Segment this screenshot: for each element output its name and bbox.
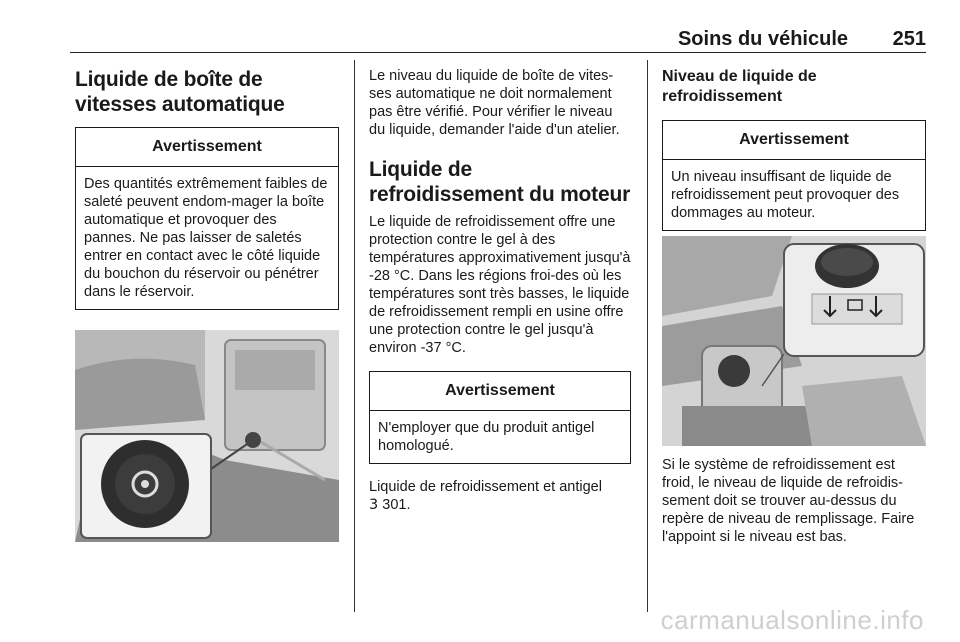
page-number: 251 <box>892 28 926 50</box>
warning-title: Avertissement <box>76 128 338 167</box>
photo-transmission-cap <box>75 330 339 542</box>
heading-coolant-level: Niveau de liquide de refroidissement <box>662 68 817 105</box>
page-ref-icon: 3 <box>369 497 379 513</box>
column-divider-2 <box>647 60 648 612</box>
heading-transmission-fluid: Liquide de boîte de vitesses automatique <box>75 68 285 116</box>
reference-label: Liquide de refroidissement et antigel <box>369 479 602 495</box>
heading-engine-coolant: Liquide de refroidissement du moteur <box>369 158 631 206</box>
transmission-level-text: Le niveau du liquide de boîte de vites-ses automatique ne doit normalement pas être vérifié. Pour vérifier le niveau du liquide, demander l'aide d'un atelier. <box>369 68 620 138</box>
warning-box-coolant-level <box>662 120 926 231</box>
photo-coolant-reservoir <box>662 236 926 446</box>
warning-title: Avertissement <box>370 372 630 411</box>
column-3-lower <box>662 456 926 546</box>
coolant-reservoir-illustration <box>662 236 926 446</box>
section-title: Soins du véhicule <box>677 28 848 50</box>
coolant-protection-text: Le liquide de refroidissement offre une protection contre le gel à des températures approximativement jusqu'à -28 °C. Dans les régions froi-des où les températures sont très basses, le liquide de refroidissement rempli en usine offre une protection contre le gel jusqu'à environ -37 °C. <box>369 214 631 356</box>
warning-box-transmission <box>75 127 339 310</box>
column-2 <box>369 58 631 514</box>
page-header <box>70 26 926 53</box>
watermark: carmanualsonline.info <box>660 605 924 635</box>
warning-text: N'employer que du produit antigel homologué. <box>378 420 595 454</box>
warning-box-antifreeze <box>369 371 631 464</box>
column-divider-1 <box>354 60 355 612</box>
column-3 <box>662 58 926 231</box>
engine-bay-illustration <box>75 330 339 542</box>
coolant-level-instructions: Si le système de refroidissement est froid, le niveau de liquide de refroidis-sement doit se trouver au-dessus du repère de niveau de remplissage. Faire l'appoint si le niveau est bas. <box>662 457 915 545</box>
warning-text: Des quantités extrêmement faibles de saleté peuvent endom-mager la boîte automatique et provoquer des pannes. Ne pas laisser de saletés entrer en contact avec le côté liquide du bouchon du réservoir ou pénétrer dans le réservoir. <box>84 176 328 300</box>
column-1 <box>75 58 339 310</box>
warning-text: Un niveau insuffisant de liquide de refroidissement peut provoquer des dommages au moteur. <box>671 169 900 221</box>
reference-page-link[interactable]: 301. <box>382 497 411 513</box>
coolant-reference <box>369 478 631 514</box>
warning-title: Avertissement <box>663 121 925 160</box>
